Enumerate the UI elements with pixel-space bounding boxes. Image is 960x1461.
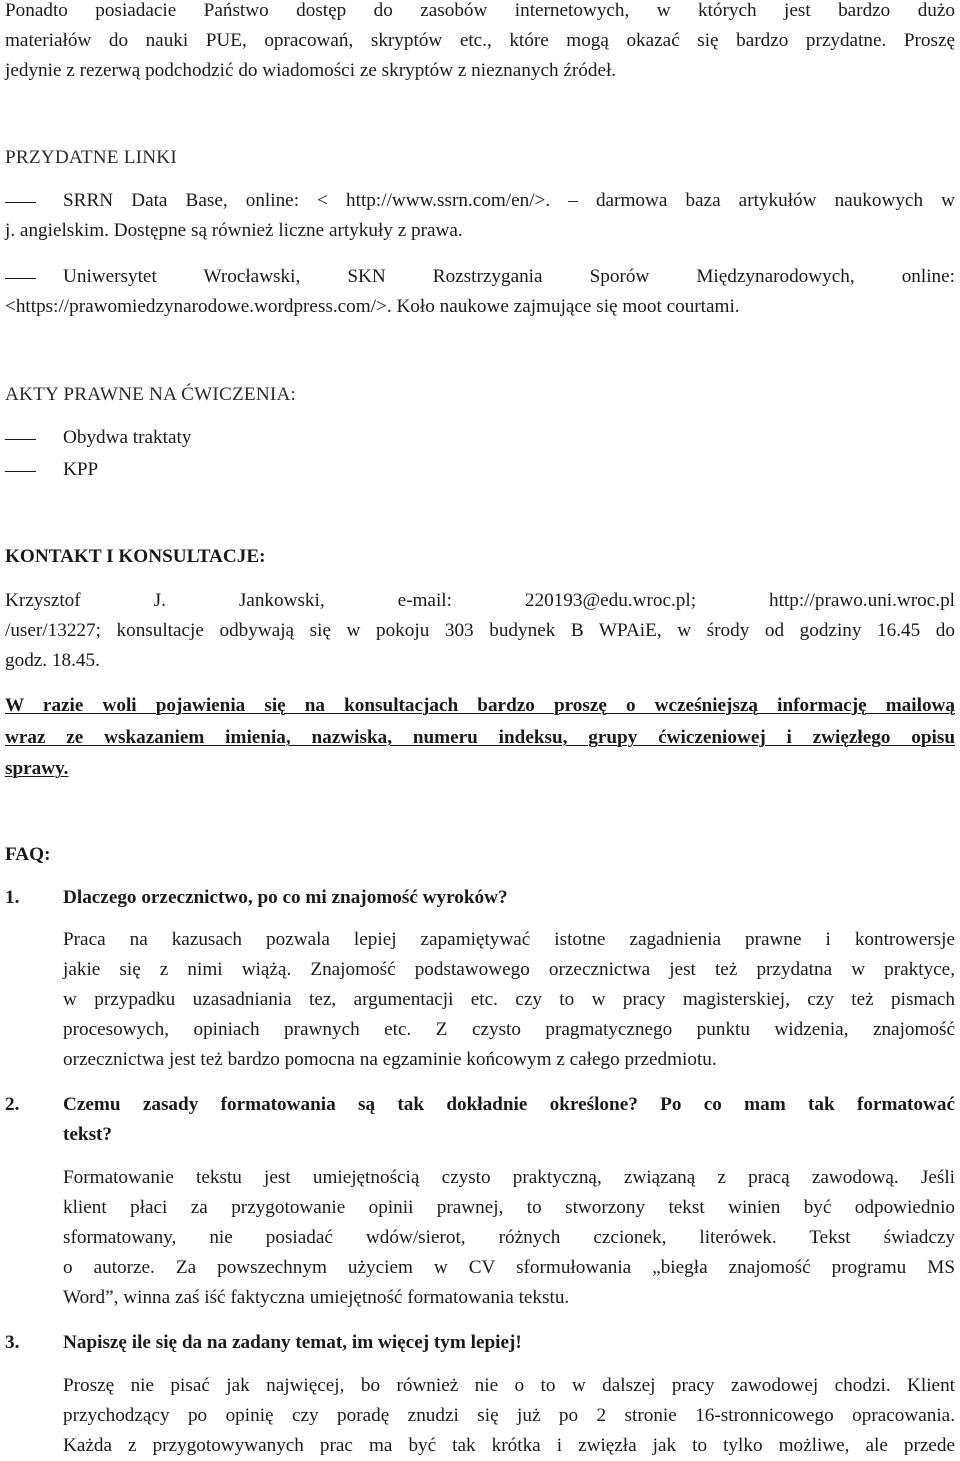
faq-item-number: 1. bbox=[5, 887, 20, 908]
dash-bullet-icon bbox=[5, 202, 36, 203]
contact-heading: KONTAKT I KONSULTACJE: bbox=[5, 546, 266, 567]
faq-question-2-line-2: tekst? bbox=[63, 1124, 113, 1145]
faq-answer-1-line-5: orzecznictwa jest też bardzo pomocna na egzaminie końcowym z całego przedmiotu. bbox=[63, 1049, 717, 1070]
contact-notice-line-1: W razie woli pojawienia się na konsultacjach bardzo proszę o wcześniejszą informację mailową bbox=[5, 695, 955, 716]
link-item-ssrn-line-2: j. angielskim. Dostępne są również liczne artykuły z prawa. bbox=[5, 220, 463, 241]
faq-heading: FAQ: bbox=[5, 844, 51, 865]
faq-answer-2-line-2: klient płaci za przygotowanie opinii prawnej, to stworzony tekst winien być odpowiednio bbox=[63, 1197, 955, 1218]
faq-item-number: 3. bbox=[5, 1332, 20, 1353]
dash-bullet-icon bbox=[5, 278, 36, 279]
faq-question-1: Dlaczego orzecznictwo, po co mi znajomość wyroków? bbox=[63, 887, 508, 908]
faq-answer-2-line-5: Word”, winna zaś iść faktyczna umiejętność formatowania tekstu. bbox=[63, 1287, 570, 1308]
contact-notice-line-3: sprawy. bbox=[5, 758, 69, 779]
acts-heading: AKTY PRAWNE NA ĆWICZENIA: bbox=[5, 384, 297, 405]
link-item-ssrn-line-1[interactable]: SRRN Data Base, online: < http://www.ssrn.com/en/>. – darmowa baza artykułów naukowych w bbox=[63, 190, 955, 211]
faq-question-3: Napiszę ile się da na zadany temat, im więcej tym lepiej! bbox=[63, 1332, 522, 1353]
faq-answer-1-line-3: w przypadku uzasadniania tez, argumentacji etc. czy to w pracy magisterskiej, czy też pismach bbox=[63, 989, 955, 1010]
faq-question-2-line-1: Czemu zasady formatowania są tak dokładnie określone? Po co mam tak formatować bbox=[63, 1094, 955, 1115]
dash-bullet-icon bbox=[5, 471, 36, 472]
faq-answer-2-line-1: Formatowanie tekstu jest umiejętnością czysto praktyczną, związaną z pracą zawodową. Jeśli bbox=[63, 1167, 955, 1188]
intro-line-1: Ponadto posiadacie Państwo dostęp do zasobów internetowych, w których jest bardzo dużo bbox=[5, 0, 955, 21]
faq-answer-1-line-4: procesowych, opiniach prawnych etc. Z czysto pragmatycznego punktu widzenia, znajomość bbox=[63, 1019, 955, 1040]
intro-line-3: jedynie z rezerwą podchodzić do wiadomości ze skryptów z nieznanych źródeł. bbox=[5, 60, 617, 81]
links-heading: PRZYDATNE LINKI bbox=[5, 147, 177, 168]
faq-answer-1-line-2: jakie się z nimi wiążą. Znajomość podstawowego orzecznictwa jest też przydatna w praktyce, bbox=[63, 959, 955, 980]
intro-line-2: materiałów do nauki PUE, opracowań, skryptów etc., które mogą okazać się bardzo przydatne. Proszę bbox=[5, 30, 955, 51]
faq-answer-3-line-3: Każda z przygotowywanych prac ma być tak krótka i zwięzła jak to tylko możliwe, ale przede bbox=[63, 1435, 955, 1456]
faq-item-number: 2. bbox=[5, 1094, 20, 1115]
dash-bullet-icon bbox=[5, 439, 36, 440]
faq-answer-2-line-4: o autorze. Za powszechnym użyciem w CV sformułowania „biegła znajomość programu MS bbox=[63, 1257, 955, 1278]
acts-item-label: KPP bbox=[63, 459, 99, 480]
acts-item-label: Obydwa traktaty bbox=[63, 427, 192, 448]
contact-line-2: /user/13227; konsultacje odbywają się w pokoju 303 budynek B WPAiE, w środy od godziny 16.45 do bbox=[5, 620, 955, 641]
contact-line-3: godz. 18.45. bbox=[5, 650, 100, 671]
contact-notice-line-2: wraz ze wskazaniem imienia, nazwiska, numeru indeksu, grupy ćwiczeniowej i zwięzłego opisu bbox=[5, 727, 955, 748]
faq-answer-3-line-2: przychodzący po opinię czy poradę znudzi się już po 2 stronie 16-stronnicowego opracowania. bbox=[63, 1405, 955, 1426]
faq-answer-3-line-1: Proszę nie pisać jak najwięcej, bo również nie o to w dalszej pracy zawodowej chodzi. Klient bbox=[63, 1375, 955, 1396]
faq-answer-1-line-1: Praca na kazusach pozwala lepiej zapamiętywać istotne zagadnienia prawne i kontrowersje bbox=[63, 929, 955, 950]
faq-answer-2-line-3: sformatowany, nie posiadać wdów/sierot, różnych czcionek, literówek. Tekst świadczy bbox=[63, 1227, 955, 1248]
contact-line-1: Krzysztof J. Jankowski, e-mail: 220193@edu.wroc.pl; http://prawo.uni.wroc.pl bbox=[5, 590, 955, 611]
link-item-uwr-line-2[interactable]: <https://prawomiedzynarodowe.wordpress.com/>. Koło naukowe zajmujące się moot courtami. bbox=[5, 296, 740, 317]
link-item-uwr-line-1: Uniwersytet Wrocławski, SKN Rozstrzygania Sporów Międzynarodowych, online: bbox=[63, 266, 955, 287]
